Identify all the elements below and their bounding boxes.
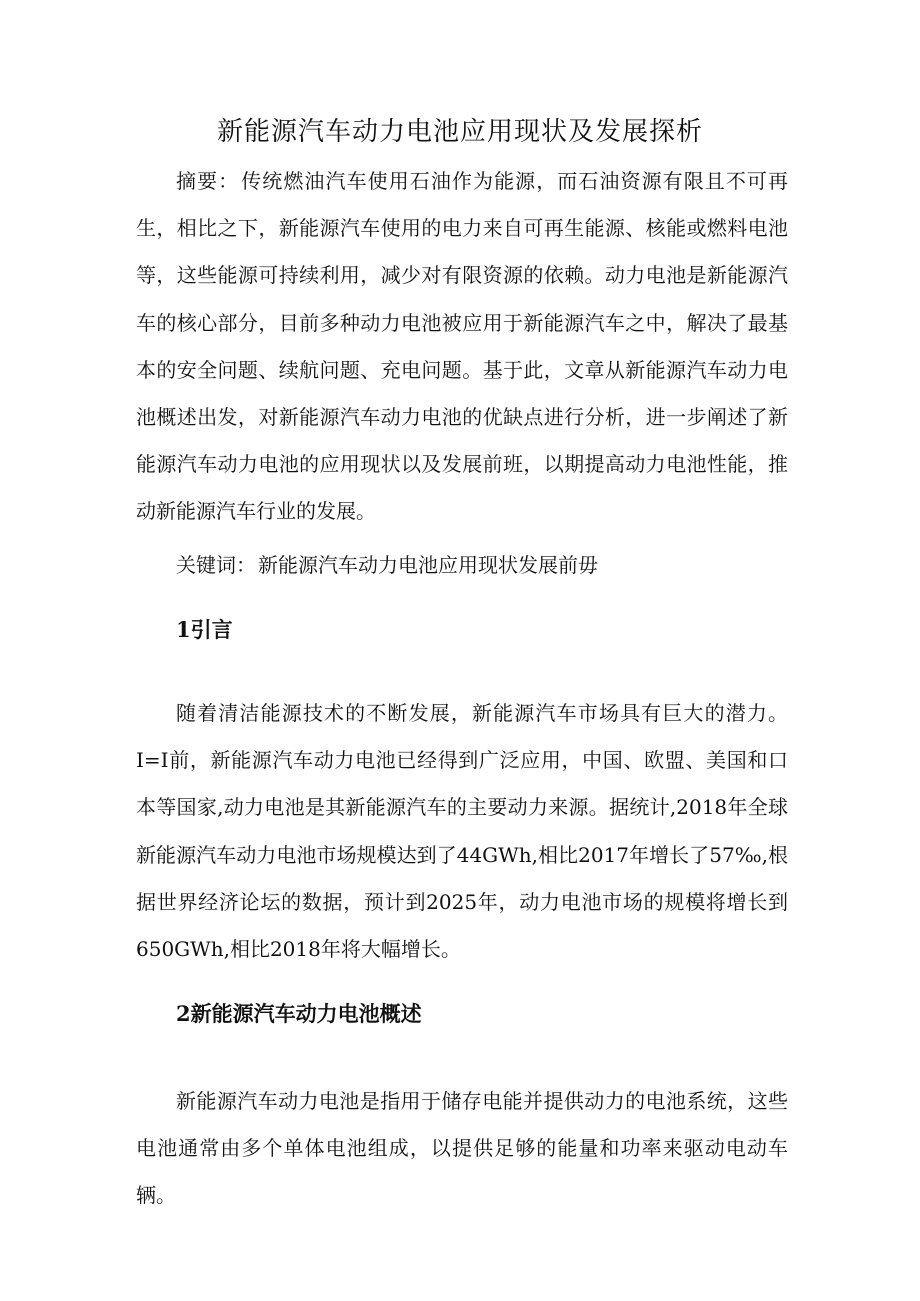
section-heading-overview: 2新能源汽车动力电池概述 bbox=[176, 1001, 422, 1026]
keywords-text: 新能源汽车动力电池应用现状发展前毋 bbox=[258, 553, 598, 577]
section-heading-introduction: 1引言 bbox=[176, 617, 233, 642]
abstract-paragraph bbox=[136, 158, 788, 536]
keywords-paragraph bbox=[136, 542, 788, 589]
document-title: 新能源汽车动力电池应用现状及发展探析 bbox=[216, 117, 703, 147]
keywords-label: 关键词： bbox=[176, 553, 256, 577]
abstract-label: 摘要： bbox=[176, 169, 240, 193]
introduction-paragraph: 随着清洁能源技术的不断发展，新能源汽车市场具有巨大的潜力。I=I前，新能源汽车动力电池已经得到广泛应用，中国、欧盟、美国和口本等国家,动力电池是其新能源汽车的主要动力来源。据统计,2018年全球新能源汽车动力电池市场规模达到了44GWh,相比2017年增长了57‰,根据世界经济论坛的数据，预计到2025年，动力电池市场的规模将增长到650GWh,相比2018年将大幅增长。 bbox=[136, 701, 788, 962]
abstract-text: 传统燃油汽车使用石油作为能源，而石油资源有限且不可再生，相比之下，新能源汽车使用的电力来自可再生能源、核能或燃料电池等，这些能源可持续利用，减少对有限资源的依赖。动力电池是新能源汽车的核心部分，目前多种动力电池被应用于新能源汽车之中，解决了最基本的安全问题、续航问题、充电问题。基于此，文章从新能源汽车动力电池概述出发，对新能源汽车动力电池的优缺点进行分析，进一步阐述了新能源汽车动力电池的应用现状以及发展前班，以期提高动力电池性能，推动新能源汽车行业的发展。 bbox=[136, 169, 789, 524]
overview-paragraph: 新能源汽车动力电池是指用于储存电能并提供动力的电池系统，这些电池通常由多个单体电池组成，以提供足够的能量和功率来驱动电动车辆。 bbox=[136, 1089, 788, 1208]
